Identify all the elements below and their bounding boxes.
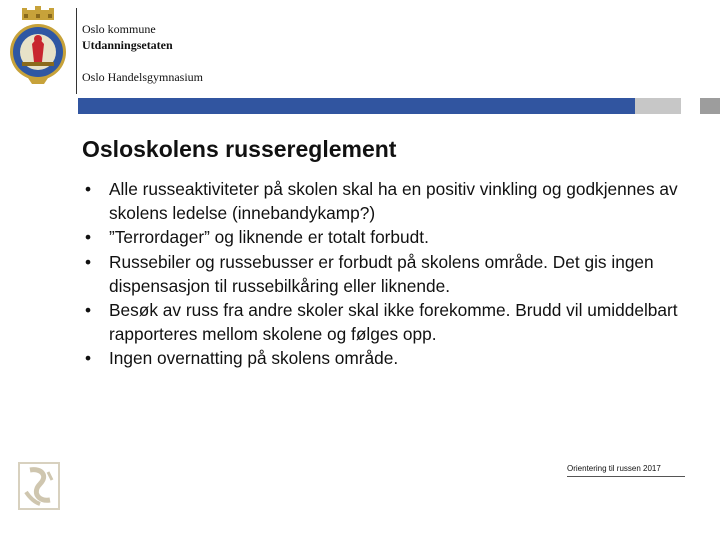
footer-caption: Orientering til russen 2017 (567, 464, 661, 473)
bullet-item: • ”Terrordager” og liknende er totalt forbudt. (82, 225, 694, 249)
org-name: Oslo kommune (82, 22, 156, 36)
header-bar-accent (78, 98, 635, 114)
bullet-list (82, 177, 694, 371)
bullet-item: • Besøk av russ fra andre skoler skal ikke forekomme. Brudd vil umiddelbart rapporteres mellom skolene og følges opp. (82, 298, 694, 346)
bullet-item: • Ingen overnatting på skolens område. (82, 346, 694, 370)
org-department: Utdanningsetaten (82, 38, 173, 52)
school-name: Oslo Handelsgymnasium (82, 70, 203, 84)
header-bar-end (700, 98, 720, 114)
oslo-seal-outline-icon (18, 462, 60, 510)
oslo-coat-of-arms-logo (8, 6, 68, 86)
slide-title: Osloskolens russereglement (82, 136, 397, 162)
footer-divider (567, 476, 685, 477)
bullet-item: • Alle russeaktiviteter på skolen skal ha en positiv vinkling og godkjennes av skolens ledelse (innebandykamp?) (82, 177, 694, 225)
bullet-item: • Russebiler og russebusser er forbudt på skolens område. Det gis ingen dispensasjon til russebilkåring eller liknende. (82, 250, 694, 298)
header-divider (76, 8, 77, 94)
